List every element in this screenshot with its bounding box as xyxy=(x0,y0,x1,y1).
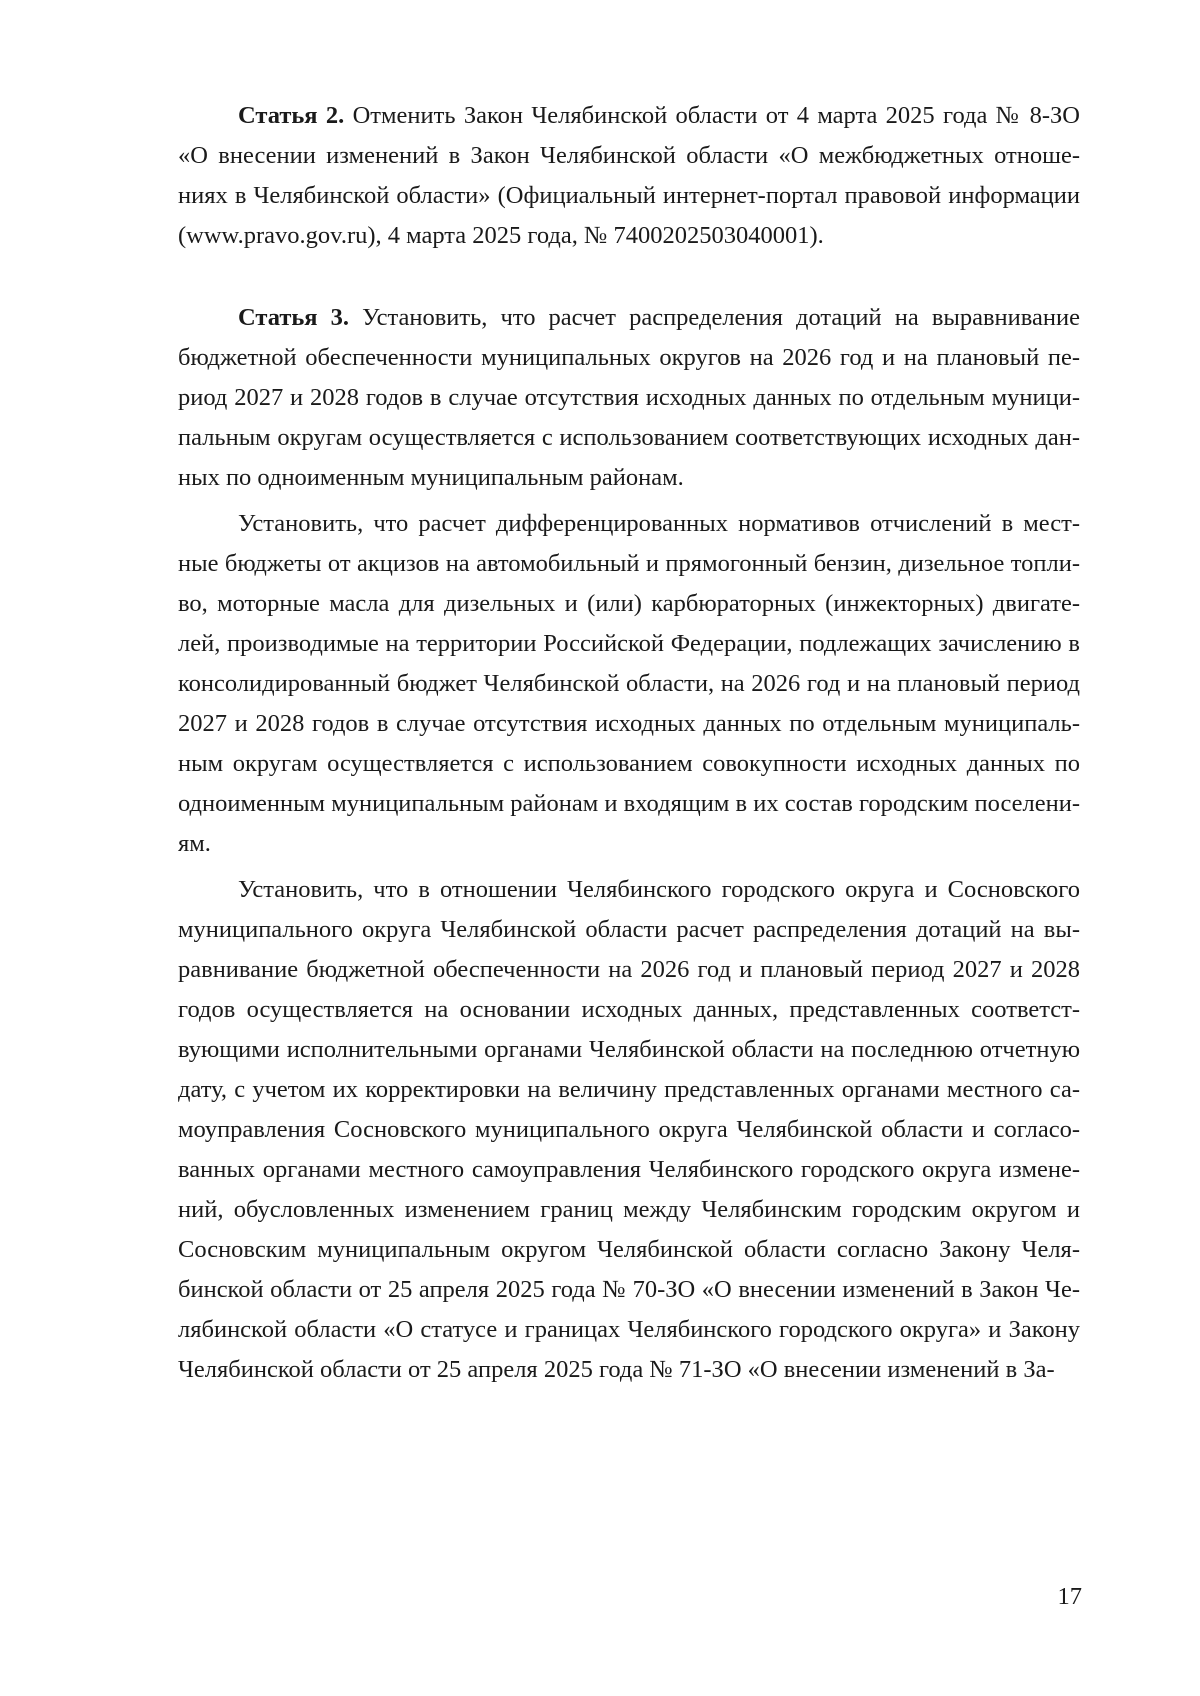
article-3-paragraph-2: Установить, что расчет дифференцированных нормативов отчислений в местные бюджеты от акцизов на автомобильный и прямогонный бензин, дизельное топливо, моторные масла для дизельных и (или) карбюраторных (инжекторных) двигателей, производимые на территории Российской Федерации, подлежащих зачислению в консолидированный бюджет Челябинской области, на 2026 год и на плановый период 2027 и 2028 годов в случае отсутствия исходных данных по отдельным муниципальным округам осуществляется с использованием совокупности исходных данных по одноименным муниципальным районам и входящим в их состав городским поселениям. xyxy=(178,510,1080,857)
article-3-label: Статья 3. xyxy=(238,304,350,331)
article-3-paragraph xyxy=(178,298,1080,498)
article-2-paragraph xyxy=(178,96,1080,256)
article-2-text: Отменить Закон Челябинской области от 4 марта 2025 года № 8-ЗО «О внесении изменений в Закон Челябинской области «О межбюджетных отношениях в Челябинской области» (Официальный интернет-портал правовой информации (www.pravo.gov.ru), 4 марта 2025 года, № 7400202503040001). xyxy=(178,102,1080,249)
document-body xyxy=(178,96,1080,1390)
page-number: 17 xyxy=(1057,1583,1082,1610)
article-3-text: Установить, что расчет распределения дотаций на выравнивание бюджетной обеспеченности муниципальных округов на 2026 год и на плановый период 2027 и 2028 годов в случае отсутствия исходных данных по отдельным муниципальным округам осуществляется с использованием соответствующих исходных данных по одноименным муниципальным районам. xyxy=(178,304,1080,491)
article-2-label: Статья 2. xyxy=(238,102,345,129)
article-3-paragraph-3: Установить, что в отношении Челябинского городского округа и Сосновского муниципального округа Челябинской области расчет распределения дотаций на выравнивание бюджетной обеспеченности на 2026 год и плановый период 2027 и 2028 годов осуществляется на основании исходных данных, представленных соответствующими исполнительными органами Челябинской области на последнюю отчетную дату, с учетом их корректировки на величину представленных органами местного самоуправления Сосновского муниципального округа Челябинской области и согласованных органами местного самоуправления Челябинского городского округа изменений, обусловленных изменением границ между Челябинским городским округом и Сосновским муниципальным округом Челябинской области согласно Закону Челябинской области от 25 апреля 2025 года № 70-ЗО «О внесении изменений в Закон Челябинской области «О статусе и границах Челябинского городского округа» и Закону Челябинской области от 25 апреля 2025 года № 71-ЗО «О внесении изменений в За- xyxy=(178,876,1080,1383)
